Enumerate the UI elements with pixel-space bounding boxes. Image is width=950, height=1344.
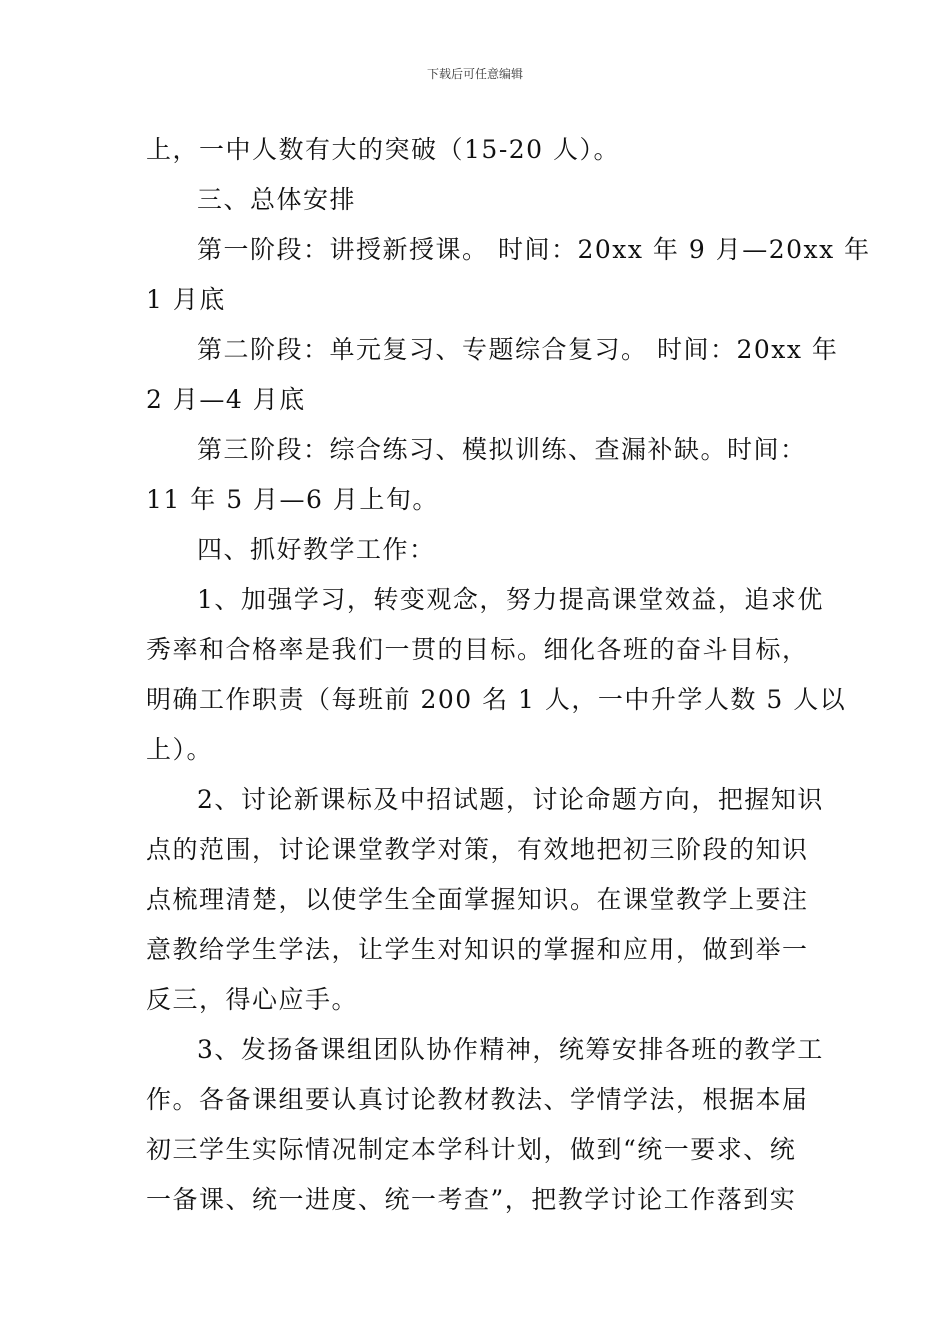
body-line: 第二阶段：单元复习、专题综合复习。 时间：20xx 年: [197, 335, 839, 364]
body-line: 2、讨论新课标及中招试题，讨论命题方向，把握知识: [197, 785, 824, 814]
body-line: 秀率和合格率是我们一贯的目标。细化各班的奋斗目标，: [146, 635, 809, 664]
body-line: 上，一中人数有大的突破（15-20 人）。: [146, 135, 621, 164]
body-line: 点的范围，讨论课堂教学对策，有效地把初三阶段的知识: [146, 835, 809, 864]
body-line: 作。各备课组要认真讨论教材教法、学情学法，根据本届: [146, 1085, 809, 1114]
body-line: 反三，得心应手。: [146, 985, 359, 1014]
body-line: 第三阶段：综合练习、模拟训练、查漏补缺。时间：: [197, 435, 807, 464]
body-line: 意教给学生学法，让学生对知识的掌握和应用，做到举一: [146, 935, 809, 964]
section-heading: 四、抓好教学工作：: [197, 535, 436, 564]
body-line: 2 月—4 月底: [146, 385, 306, 414]
body-line: 1、加强学习，转变观念，努力提高课堂效益，追求优: [197, 585, 824, 614]
body-line: 上）。: [146, 735, 214, 764]
body-line: 一备课、统一进度、统一考查”，把教学讨论工作落到实: [146, 1185, 797, 1214]
page-header: 下载后可任意编辑: [426, 67, 523, 81]
body-line: 1 月底: [146, 285, 226, 314]
body-line: 11 年 5 月—6 月上旬。: [146, 485, 439, 514]
body-line: 第一阶段：讲授新授课。 时间：20xx 年 9 月—20xx 年: [197, 235, 871, 264]
section-heading: 三、总体安排: [197, 185, 357, 214]
body-line: 点梳理清楚，以使学生全面掌握知识。在课堂教学上要注: [146, 885, 809, 914]
body-line: 3、发扬备课组团队协作精神，统筹安排各班的教学工: [197, 1035, 824, 1064]
body-line: 初三学生实际情况制定本学科计划，做到“统一要求、统: [146, 1135, 797, 1164]
body-line: 明确工作职责（每班前 200 名 1 人，一中升学人数 5 人以: [146, 685, 847, 714]
